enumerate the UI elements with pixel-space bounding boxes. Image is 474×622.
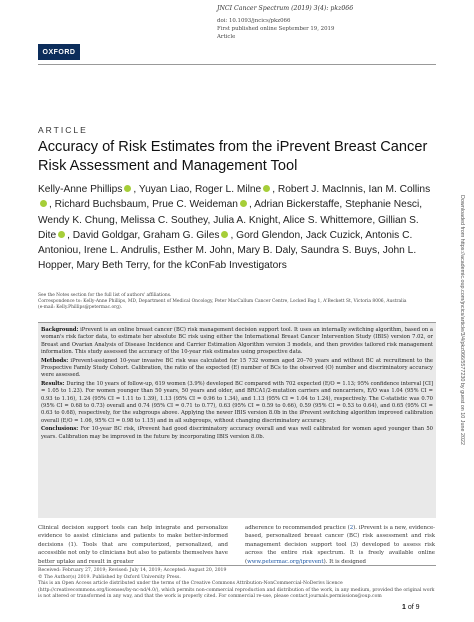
abstract-results: [41, 381, 433, 425]
author-separator: ,: [67, 229, 73, 241]
author-separator: ,: [362, 184, 369, 195]
author-name: Adrian Bickerstaffe: [254, 199, 340, 211]
reference-link[interactable]: 2: [349, 525, 354, 531]
author-name: Stephanie Nesci: [345, 199, 420, 211]
author-separator: ,: [137, 229, 144, 241]
orcid-icon[interactable]: [263, 185, 270, 192]
page-total: of 9: [407, 604, 420, 611]
author-separator: ,: [49, 199, 55, 211]
body-right-text-2: ). iPrevent is a new, evidence-based, personalized breast cancer (BC) risk assessment and risk management decision support tool (3) developed to assess risk across the entire risk spectrum. It is freely available online (: [245, 525, 435, 565]
author-separator: ,: [207, 214, 214, 226]
author-name: Irene L. Andrulis: [83, 245, 158, 257]
author-separator: ,: [78, 245, 84, 257]
author-separator: ,: [147, 260, 154, 272]
author-name: Wendy K. Chung: [38, 214, 115, 226]
author-separator: ,: [294, 245, 301, 257]
received-dates: Received: February 27, 2019; Revised: July 14, 2019; Accepted: August 20, 2019: [38, 568, 227, 573]
author-name: Melissa C. Southey: [120, 214, 208, 226]
article-title: Accuracy of Risk Estimates from the iPrevent Breast Cancer Risk Assessment and Management Tool: [38, 139, 428, 174]
abstract-conclusions-label: Conclusions:: [41, 426, 79, 433]
author-name: Gillian S. Dite: [38, 214, 419, 241]
author-name: Roger L. Milne: [194, 184, 262, 195]
author-name: Mary Beth Terry: [76, 260, 148, 272]
author-separator: ,: [146, 199, 153, 211]
iprevent-url-link[interactable]: www.petermac.org/iprevent: [247, 558, 324, 565]
download-sidebar: [457, 40, 467, 600]
footer-divider: [38, 565, 436, 566]
body-right-text-3: ). It is designed: [323, 558, 367, 565]
author-separator: ,: [360, 229, 366, 241]
publication-date: First published online September 19, 2019: [217, 25, 335, 32]
author-separator: ,: [339, 199, 346, 211]
affiliations-note: See the Notes section for the full list of authors' affiliations.: [38, 293, 172, 298]
doi-block: [217, 18, 334, 41]
author-name: Kelly-Anne Phillips: [38, 184, 123, 195]
author-name: for the kConFab Investigators: [153, 260, 287, 272]
author-name: Mary B. Daly: [237, 245, 295, 257]
author-separator: ,: [300, 229, 306, 241]
abstract-methods-label: Methods:: [41, 357, 69, 364]
abstract-background: [41, 327, 433, 356]
author-separator: ,: [70, 260, 77, 272]
author-name: Graham G. Giles: [143, 229, 220, 241]
publisher-logo[interactable]: OXFORD: [38, 44, 80, 60]
body-column-left: Clinical decision support tools can help integrate and personalize evidence to assist clinicians and patients to make better-informed decisions (1). Tools that are computerized, personalized, and accessible not only to clinicians but also to patients themselves have better uptake and result in greater: [38, 525, 228, 565]
section-label: ARTICLE: [38, 125, 88, 135]
author-name: Antonis C. Antoniou: [38, 229, 413, 257]
author-separator: ,: [272, 184, 278, 195]
author-name: Ian M. Collins: [368, 184, 431, 195]
abstract-background-text: iPrevent is an online breast cancer (BC) risk management decision support tool. It uses an internally switching algorithm, based on a woman's risk factor data, to estimate her absolute BC risk using either the International Breast Cancer Intervention Study (IBIS) version 7.02, or Breast and Ovarian Analysis of Disease Incidence and Carrier Estimation Algorithm version 3 models, and then provides tailored risk management information. This study assessed the accuracy of the 10-year risk estimates using prospective data.: [41, 327, 433, 355]
author-name: Jack Cuzick: [305, 229, 361, 241]
header-divider: [38, 64, 436, 65]
author-name: Esther M. John: [163, 245, 232, 257]
correspondence-note: Correspondence to: Kelly-Anne Phillips, MD, Department of Medical Oncology, Peter MacCallum Cancer Centre, Locked Bag 1, A'Beckett St, Victoria 8006, Australia: [38, 299, 407, 305]
abstract-conclusions: [41, 426, 433, 441]
article-footer: [38, 568, 436, 601]
abstract-background-label: Background:: [41, 327, 79, 333]
author-separator: ,: [248, 199, 255, 211]
author-separator: ,: [189, 184, 195, 195]
orcid-icon[interactable]: [40, 200, 47, 207]
abstract-conclusions-text: For 10-year BC risk, iPrevent had good discriminatory accuracy overall and was well calibrated for women aged younger than 50 years. Calibration may be improved in the future by incorporating IBIS version 8.0b.: [41, 426, 433, 440]
orcid-icon[interactable]: [221, 231, 228, 238]
author-separator: ,: [114, 214, 121, 226]
author-name: David Goldgar: [72, 229, 138, 241]
orcid-icon[interactable]: [124, 185, 131, 192]
author-separator: ,: [133, 184, 139, 195]
author-list: [38, 182, 436, 274]
author-separator: ,: [377, 245, 383, 257]
author-separator: ,: [419, 199, 423, 211]
body-column-right: [245, 524, 435, 566]
author-name: Robert J. MacInnis: [277, 184, 363, 195]
abstract-results-text: During the 10 years of follow-up, 619 women (3.9%) developed BC compared with 702 expected (E/O = 1.13; 95% confidence interval [CI] = 1.05 to 1.23). For women younger than 50 years, 50 years and older, and BRCA1/2-mutation carriers and noncarriers, E/O was 1.04 (95% CI = 0.93 to 1.16), 1.24 (95% CI = 1.11 to 1.39), 1.13 (95% CI = 0.96 to 1.34), and 1.13 (95% CI = 1.04 to 1.24), respectively. The C-statistic was 0.70 (95% CI = 0.68 to 0.73) overall and 0.74 (95% CI = 0.71 to 0.77), 0.63 (95% CI = 0.59 to 0.66), 0.59 (95% CI = 0.53 to 0.64), and 0.65 (95% CI = 0.63 to 0.68), respectively, for the subgroups above. Applying the newer IBIS version 8.0b in the iPrevent switching algorithm improved calibration overall (E/O = 1.06, 95% CI = 0.98 to 1.15) and in all subgroups, without changing discriminatory accuracy.: [41, 381, 433, 424]
download-notice: Downloaded from https://academic.oup.com/jncics/article/3/4/pkz066/5577230 by guest on 10 June 2022: [459, 195, 465, 445]
orcid-icon[interactable]: [240, 200, 247, 207]
journal-header: JNCI Cancer Spectrum (2019) 3(4): pkz066: [217, 5, 354, 12]
author-separator: ,: [230, 229, 237, 241]
author-notes: [38, 293, 436, 312]
author-name: Gord Glendon: [236, 229, 301, 241]
license-text: This is an Open Access article distributed under the terms of the Creative Commons Attribution-NonCommercial-NoDerivs licence (http://creativecommons.org/licenses/by-nc-nd/4.0/), which permits non-commercial reproduction and distribution of the work, in any medium, provided the original work is not altered or transformed in any way, and that the work is properly cited. For commercial re-use, please contact journals.permissions@oup.com: [38, 581, 435, 600]
page-current: 1: [402, 604, 406, 611]
author-name: John L. Hopper: [38, 245, 417, 272]
author-name: Yuyan Liao: [138, 184, 190, 195]
author-name: Alice S. Whittemore: [282, 214, 373, 226]
abstract-methods-text: iPrevent-assigned 10-year invasive BC risk was calculated for 15 732 women aged 20–70 years and without BC at recruitment to the Prospective Family Study Cohort. Calibration, the ratio of the expected (E) number of BCs to the observed (O) number and discriminatory accuracy were assessed.: [41, 357, 433, 379]
author-separator: ,: [231, 245, 238, 257]
author-separator: ,: [157, 245, 164, 257]
author-name: Saundra S. Buys: [300, 245, 378, 257]
author-separator: ,: [372, 214, 378, 226]
abstract-results-label: Results:: [41, 381, 65, 388]
correspondence-email[interactable]: (e-mail: Kelly.Phillips@petermac.org).: [38, 305, 123, 311]
doi-link[interactable]: doi: 10.1093/jncics/pkz066: [217, 18, 291, 24]
abstract-box: [38, 322, 436, 518]
author-name: Julia A. Knight: [213, 214, 278, 226]
author-separator: ,: [277, 214, 283, 226]
author-name: Richard Buchsbaum: [54, 199, 147, 211]
copyright-line: © The Author(s) 2019. Published by Oxford University Press.: [38, 574, 181, 580]
article-type: Article: [217, 33, 236, 40]
body-right-text-1: adherence to recommended practice (: [245, 525, 350, 531]
page-number: [402, 604, 420, 611]
abstract-methods: [41, 358, 433, 380]
orcid-icon[interactable]: [58, 231, 65, 238]
author-name: Prue C. Weideman: [152, 199, 238, 211]
